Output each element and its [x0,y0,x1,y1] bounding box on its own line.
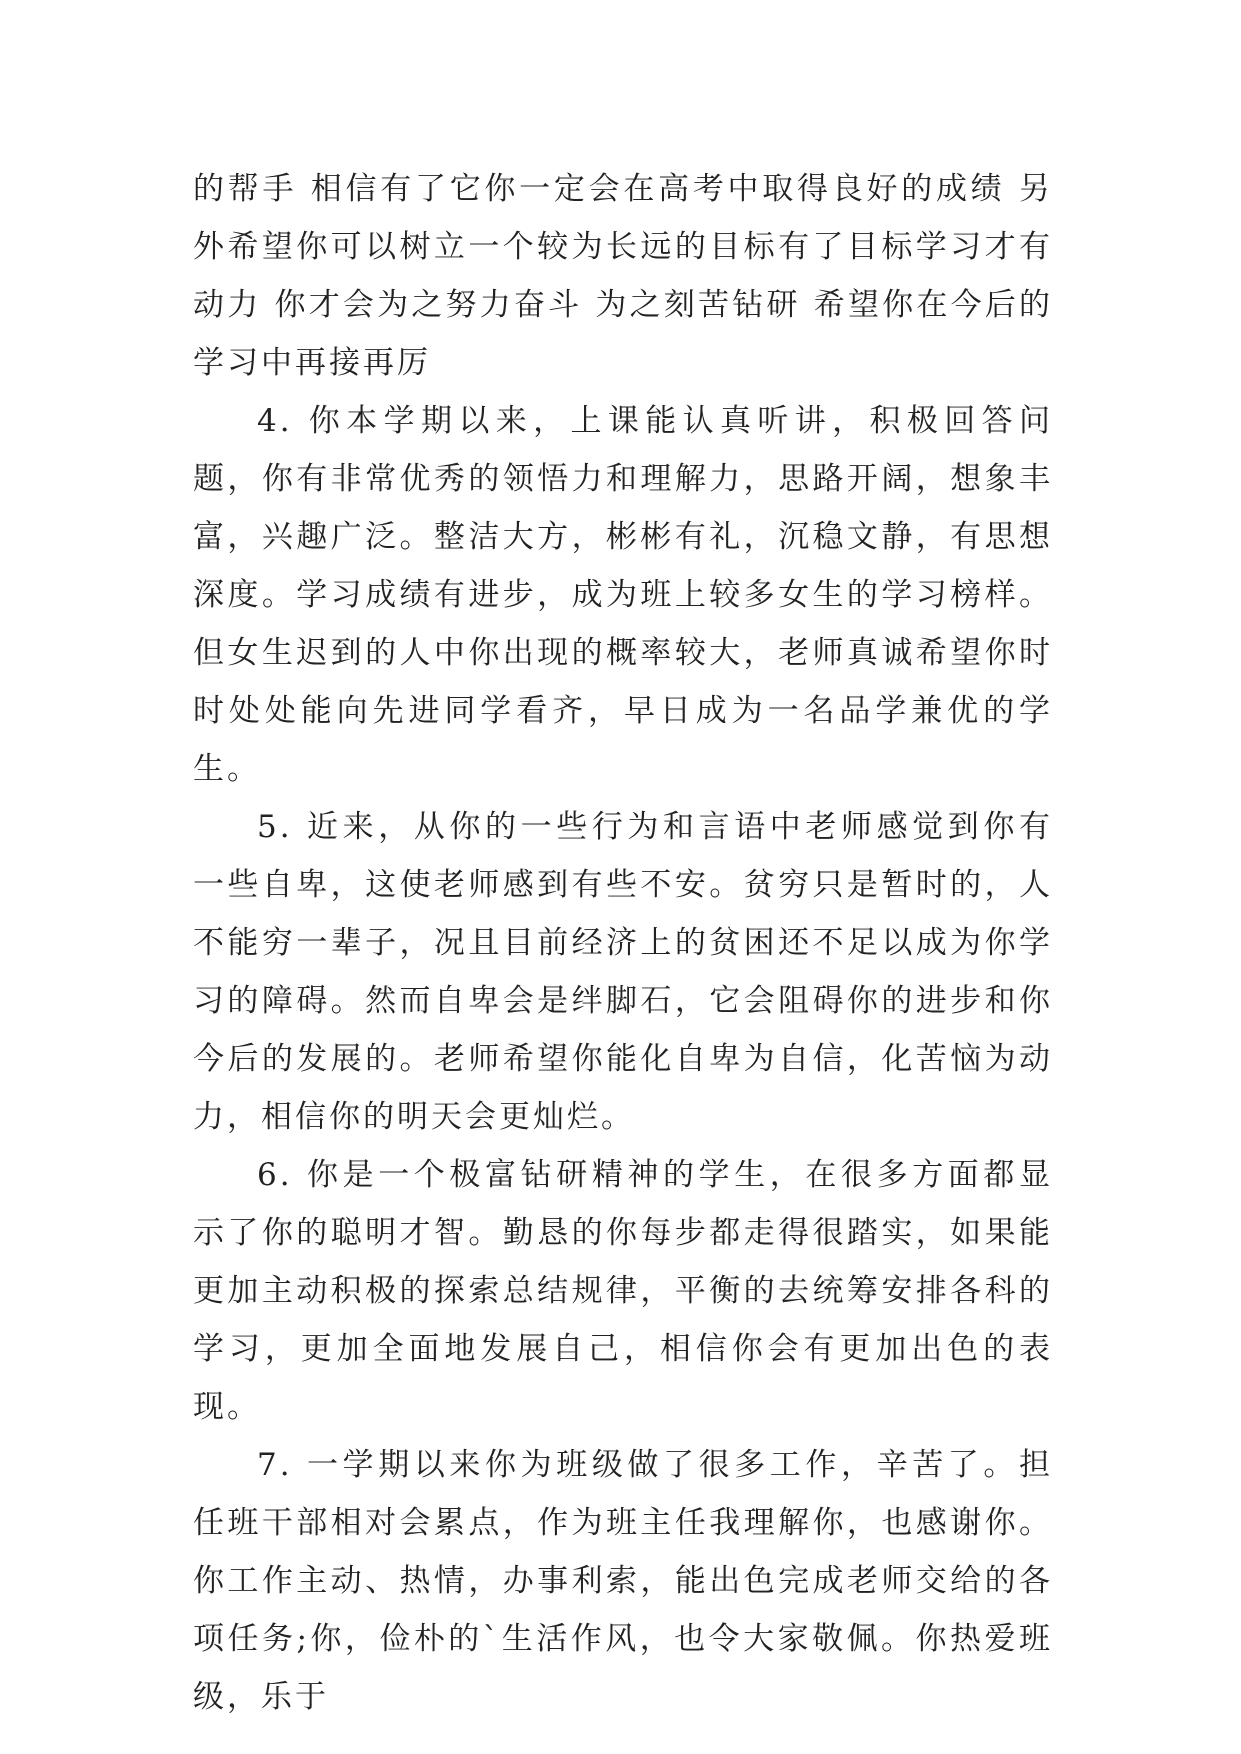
paragraph-comment-6: 6. 你是一个极富钻研精神的学生，在很多方面都显示了你的聪明才智。勤恳的你每步都走得很踏实，如果能更加主动积极的探索总结规律，平衡的去统筹安排各科的学习，更加全面地发展自己，相信你会有更加出色的表现。 [193,1157,1053,1425]
paragraph-comment-4: 4. 你本学期以来，上课能认真听讲，积极回答问题，你有非常优秀的领悟力和理解力，思路开阔，想象丰富，兴趣广泛。整洁大方，彬彬有礼，沉稳文静，有思想深度。学习成绩有进步，成为班上较多女生的学习榜样。但女生迟到的人中你出现的概率较大，老师真诚希望你时时处处能向先进同学看齐，早日成为一名品学兼优的学生。 [193,403,1053,787]
paragraph-comment-7: 7. 一学期以来你为班级做了很多工作，辛苦了。担任班干部相对会累点，作为班主任我理解你，也感谢你。你工作主动、热情，办事利索，能出色完成老师交给的各项任务;你，俭朴的`生活作风，也令大家敬佩。你热爱班级，乐于 [193,1447,1053,1715]
document-body [193,160,1053,1726]
paragraph-comment-5: 5. 近来，从你的一些行为和言语中老师感觉到你有一些自卑，这使老师感到有些不安。贫穷只是暂时的，人不能穷一辈子，况且目前经济上的贫困还不足以成为你学习的障碍。然而自卑会是绊脚石，它会阻碍你的进步和你今后的发展的。老师希望你能化自卑为自信，化苦恼为动力，相信你的明天会更灿烂。 [193,809,1053,1135]
paragraph-continued: 的帮手 相信有了它你一定会在高考中取得良好的成绩 另外希望你可以树立一个较为长远的目标有了目标学习才有动力 你才会为之努力奋斗 为之刻苦钻研 希望你在今后的学习中再接再厉 [193,171,1053,381]
